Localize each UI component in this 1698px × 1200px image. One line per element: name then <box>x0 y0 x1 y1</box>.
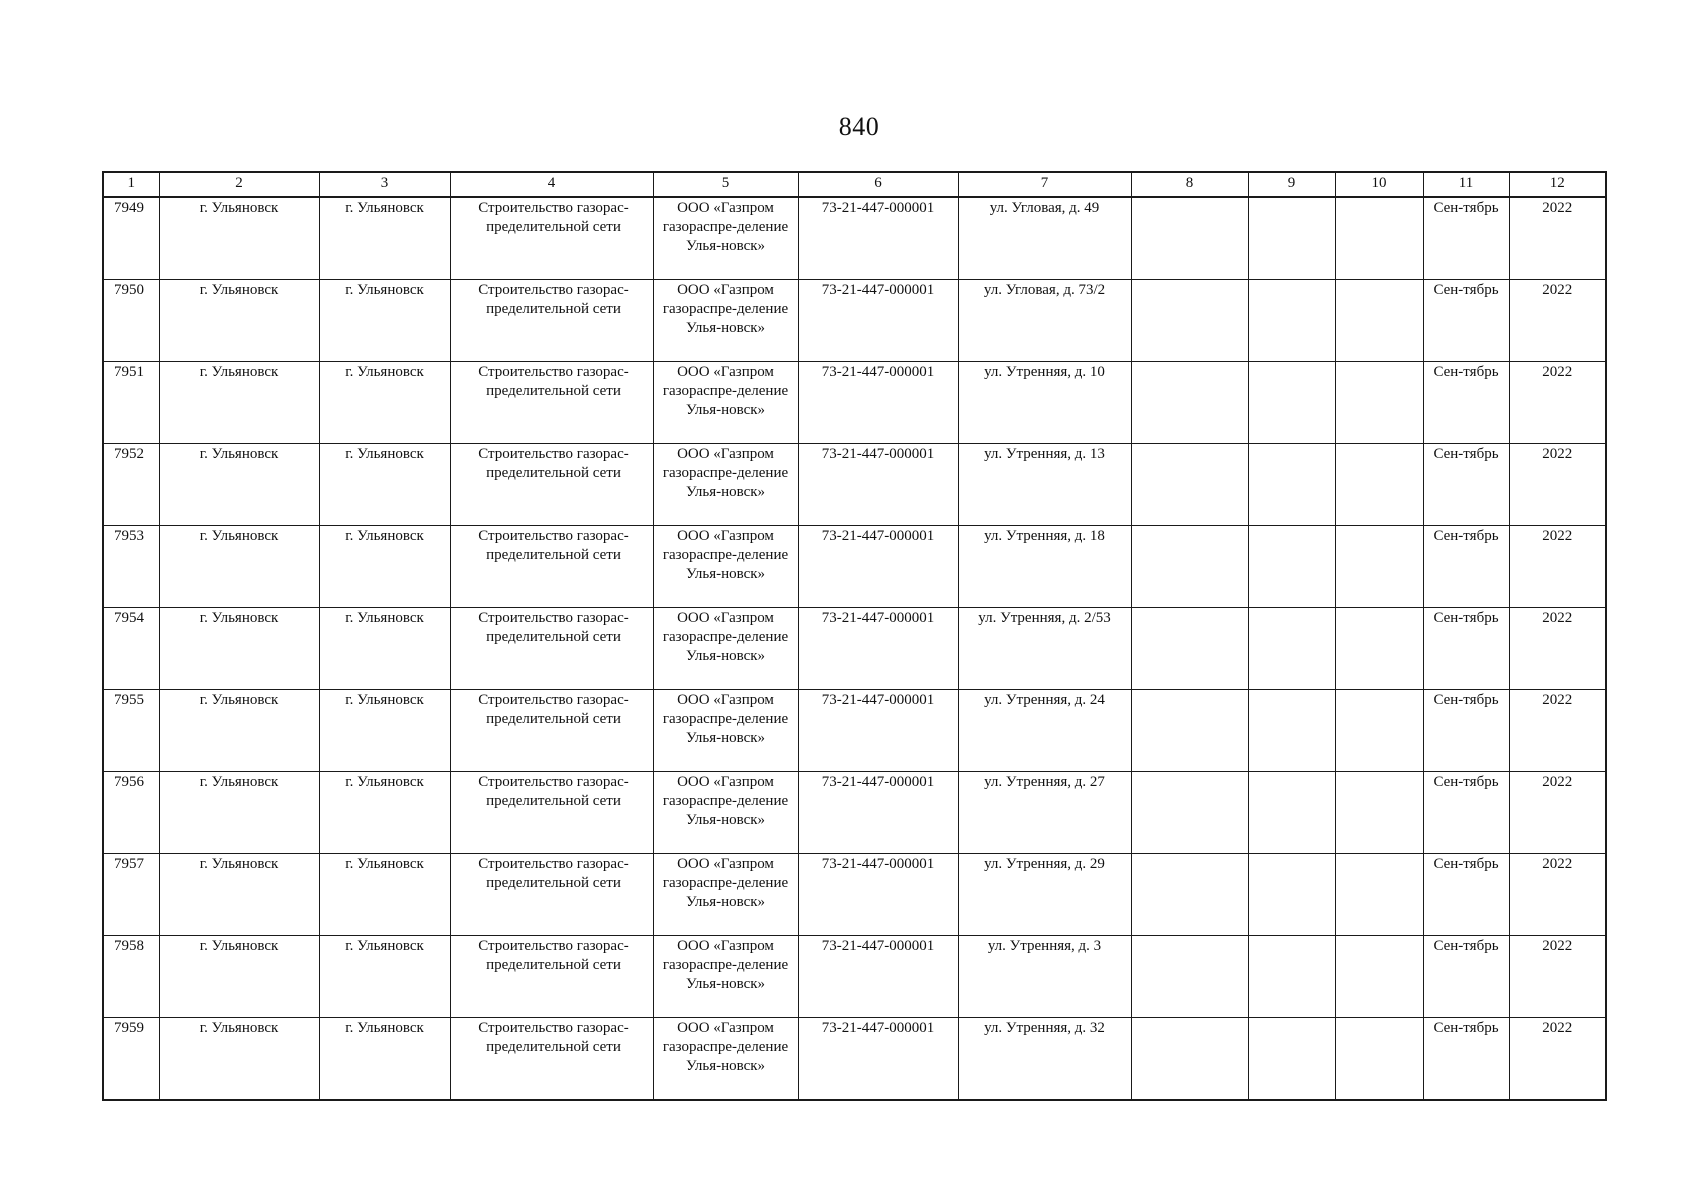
year-cell: 2022 <box>1509 690 1606 772</box>
header-cell: 9 <box>1248 172 1335 197</box>
year-cell: 2022 <box>1509 1018 1606 1101</box>
month-cell: Сен-тябрь <box>1423 526 1509 608</box>
organization-cell: ООО «Газпром газораспре-деление Улья-новск» <box>653 854 798 936</box>
year-cell: 2022 <box>1509 444 1606 526</box>
row-number-cell: 7957 <box>103 854 159 936</box>
organization-cell: ООО «Газпром газораспре-деление Улья-новск» <box>653 197 798 280</box>
column-9-cell <box>1248 280 1335 362</box>
table-row <box>103 854 1606 936</box>
header-cell: 2 <box>159 172 319 197</box>
work-type-cell: Строительство газорас-пределительной сети <box>450 690 653 772</box>
header-cell: 8 <box>1131 172 1248 197</box>
address-cell: ул. Утренняя, д. 3 <box>958 936 1131 1018</box>
column-10-cell <box>1335 1018 1423 1101</box>
address-cell: ул. Утренняя, д. 18 <box>958 526 1131 608</box>
month-cell: Сен-тябрь <box>1423 197 1509 280</box>
table-body <box>103 197 1606 1100</box>
work-type-cell: Строительство газорас-пределительной сети <box>450 608 653 690</box>
column-10-cell <box>1335 526 1423 608</box>
column-9-cell <box>1248 690 1335 772</box>
month-cell: Сен-тябрь <box>1423 280 1509 362</box>
header-cell: 5 <box>653 172 798 197</box>
row-number-cell: 7950 <box>103 280 159 362</box>
table-row <box>103 690 1606 772</box>
settlement-cell: г. Ульяновск <box>159 280 319 362</box>
code-cell: 73-21-447-000001 <box>798 690 958 772</box>
work-type-cell: Строительство газорас-пределительной сети <box>450 444 653 526</box>
organization-cell: ООО «Газпром газораспре-деление Улья-новск» <box>653 526 798 608</box>
work-type-cell: Строительство газорас-пределительной сети <box>450 854 653 936</box>
year-cell: 2022 <box>1509 197 1606 280</box>
code-cell: 73-21-447-000001 <box>798 608 958 690</box>
municipality-cell: г. Ульяновск <box>319 772 450 854</box>
municipality-cell: г. Ульяновск <box>319 690 450 772</box>
settlement-cell: г. Ульяновск <box>159 690 319 772</box>
organization-cell: ООО «Газпром газораспре-деление Улья-новск» <box>653 362 798 444</box>
column-8-cell <box>1131 526 1248 608</box>
address-cell: ул. Утренняя, д. 10 <box>958 362 1131 444</box>
address-cell: ул. Утренняя, д. 27 <box>958 772 1131 854</box>
municipality-cell: г. Ульяновск <box>319 608 450 690</box>
column-8-cell <box>1131 854 1248 936</box>
organization-cell: ООО «Газпром газораспре-деление Улья-новск» <box>653 1018 798 1101</box>
header-row <box>103 172 1606 197</box>
table-row <box>103 936 1606 1018</box>
municipality-cell: г. Ульяновск <box>319 1018 450 1101</box>
address-cell: ул. Угловая, д. 73/2 <box>958 280 1131 362</box>
code-cell: 73-21-447-000001 <box>798 936 958 1018</box>
column-9-cell <box>1248 772 1335 854</box>
registry-table <box>102 171 1607 1101</box>
column-10-cell <box>1335 197 1423 280</box>
code-cell: 73-21-447-000001 <box>798 772 958 854</box>
work-type-cell: Строительство газорас-пределительной сети <box>450 936 653 1018</box>
address-cell: ул. Утренняя, д. 13 <box>958 444 1131 526</box>
month-cell: Сен-тябрь <box>1423 1018 1509 1101</box>
code-cell: 73-21-447-000001 <box>798 280 958 362</box>
month-cell: Сен-тябрь <box>1423 690 1509 772</box>
work-type-cell: Строительство газорас-пределительной сети <box>450 197 653 280</box>
column-10-cell <box>1335 772 1423 854</box>
municipality-cell: г. Ульяновск <box>319 362 450 444</box>
settlement-cell: г. Ульяновск <box>159 772 319 854</box>
settlement-cell: г. Ульяновск <box>159 526 319 608</box>
organization-cell: ООО «Газпром газораспре-деление Улья-новск» <box>653 280 798 362</box>
column-8-cell <box>1131 1018 1248 1101</box>
row-number-cell: 7953 <box>103 526 159 608</box>
table-row <box>103 444 1606 526</box>
year-cell: 2022 <box>1509 608 1606 690</box>
organization-cell: ООО «Газпром газораспре-деление Улья-новск» <box>653 444 798 526</box>
work-type-cell: Строительство газорас-пределительной сети <box>450 526 653 608</box>
month-cell: Сен-тябрь <box>1423 608 1509 690</box>
row-number-cell: 7951 <box>103 362 159 444</box>
address-cell: ул. Утренняя, д. 32 <box>958 1018 1131 1101</box>
municipality-cell: г. Ульяновск <box>319 854 450 936</box>
table-row <box>103 772 1606 854</box>
column-10-cell <box>1335 444 1423 526</box>
address-cell: ул. Утренняя, д. 24 <box>958 690 1131 772</box>
year-cell: 2022 <box>1509 526 1606 608</box>
row-number-cell: 7955 <box>103 690 159 772</box>
settlement-cell: г. Ульяновск <box>159 1018 319 1101</box>
work-type-cell: Строительство газорас-пределительной сети <box>450 1018 653 1101</box>
settlement-cell: г. Ульяновск <box>159 197 319 280</box>
table-row <box>103 362 1606 444</box>
month-cell: Сен-тябрь <box>1423 362 1509 444</box>
header-cell: 6 <box>798 172 958 197</box>
column-9-cell <box>1248 936 1335 1018</box>
table-row <box>103 197 1606 280</box>
code-cell: 73-21-447-000001 <box>798 362 958 444</box>
month-cell: Сен-тябрь <box>1423 772 1509 854</box>
header-cell: 11 <box>1423 172 1509 197</box>
settlement-cell: г. Ульяновск <box>159 608 319 690</box>
column-8-cell <box>1131 936 1248 1018</box>
municipality-cell: г. Ульяновск <box>319 526 450 608</box>
column-8-cell <box>1131 690 1248 772</box>
header-cell: 1 <box>103 172 159 197</box>
row-number-cell: 7958 <box>103 936 159 1018</box>
organization-cell: ООО «Газпром газораспре-деление Улья-новск» <box>653 690 798 772</box>
month-cell: Сен-тябрь <box>1423 444 1509 526</box>
header-cell: 3 <box>319 172 450 197</box>
column-10-cell <box>1335 690 1423 772</box>
organization-cell: ООО «Газпром газораспре-деление Улья-новск» <box>653 936 798 1018</box>
code-cell: 73-21-447-000001 <box>798 526 958 608</box>
settlement-cell: г. Ульяновск <box>159 362 319 444</box>
row-number-cell: 7949 <box>103 197 159 280</box>
column-8-cell <box>1131 444 1248 526</box>
year-cell: 2022 <box>1509 280 1606 362</box>
column-10-cell <box>1335 936 1423 1018</box>
column-9-cell <box>1248 526 1335 608</box>
municipality-cell: г. Ульяновск <box>319 280 450 362</box>
header-cell: 4 <box>450 172 653 197</box>
row-number-cell: 7952 <box>103 444 159 526</box>
page-number: 840 <box>838 112 880 141</box>
month-cell: Сен-тябрь <box>1423 854 1509 936</box>
organization-cell: ООО «Газпром газораспре-деление Улья-новск» <box>653 608 798 690</box>
table-row <box>103 1018 1606 1101</box>
column-10-cell <box>1335 362 1423 444</box>
municipality-cell: г. Ульяновск <box>319 444 450 526</box>
settlement-cell: г. Ульяновск <box>159 936 319 1018</box>
municipality-cell: г. Ульяновск <box>319 936 450 1018</box>
column-9-cell <box>1248 444 1335 526</box>
column-9-cell <box>1248 608 1335 690</box>
column-8-cell <box>1131 280 1248 362</box>
header-cell: 7 <box>958 172 1131 197</box>
municipality-cell: г. Ульяновск <box>319 197 450 280</box>
column-8-cell <box>1131 608 1248 690</box>
address-cell: ул. Угловая, д. 49 <box>958 197 1131 280</box>
column-9-cell <box>1248 1018 1335 1101</box>
table-header <box>103 172 1606 197</box>
year-cell: 2022 <box>1509 936 1606 1018</box>
table-row <box>103 608 1606 690</box>
year-cell: 2022 <box>1509 854 1606 936</box>
year-cell: 2022 <box>1509 362 1606 444</box>
column-8-cell <box>1131 197 1248 280</box>
header-cell: 12 <box>1509 172 1606 197</box>
address-cell: ул. Утренняя, д. 2/53 <box>958 608 1131 690</box>
column-10-cell <box>1335 280 1423 362</box>
code-cell: 73-21-447-000001 <box>798 854 958 936</box>
column-8-cell <box>1131 362 1248 444</box>
month-cell: Сен-тябрь <box>1423 936 1509 1018</box>
code-cell: 73-21-447-000001 <box>798 197 958 280</box>
code-cell: 73-21-447-000001 <box>798 444 958 526</box>
column-10-cell <box>1335 608 1423 690</box>
header-cell: 10 <box>1335 172 1423 197</box>
settlement-cell: г. Ульяновск <box>159 444 319 526</box>
code-cell: 73-21-447-000001 <box>798 1018 958 1101</box>
row-number-cell: 7956 <box>103 772 159 854</box>
work-type-cell: Строительство газорас-пределительной сети <box>450 772 653 854</box>
year-cell: 2022 <box>1509 772 1606 854</box>
column-9-cell <box>1248 197 1335 280</box>
work-type-cell: Строительство газорас-пределительной сети <box>450 280 653 362</box>
settlement-cell: г. Ульяновск <box>159 854 319 936</box>
column-10-cell <box>1335 854 1423 936</box>
column-9-cell <box>1248 362 1335 444</box>
address-cell: ул. Утренняя, д. 29 <box>958 854 1131 936</box>
column-8-cell <box>1131 772 1248 854</box>
table-row <box>103 280 1606 362</box>
column-9-cell <box>1248 854 1335 936</box>
work-type-cell: Строительство газорас-пределительной сети <box>450 362 653 444</box>
organization-cell: ООО «Газпром газораспре-деление Улья-новск» <box>653 772 798 854</box>
row-number-cell: 7959 <box>103 1018 159 1101</box>
row-number-cell: 7954 <box>103 608 159 690</box>
table-row <box>103 526 1606 608</box>
